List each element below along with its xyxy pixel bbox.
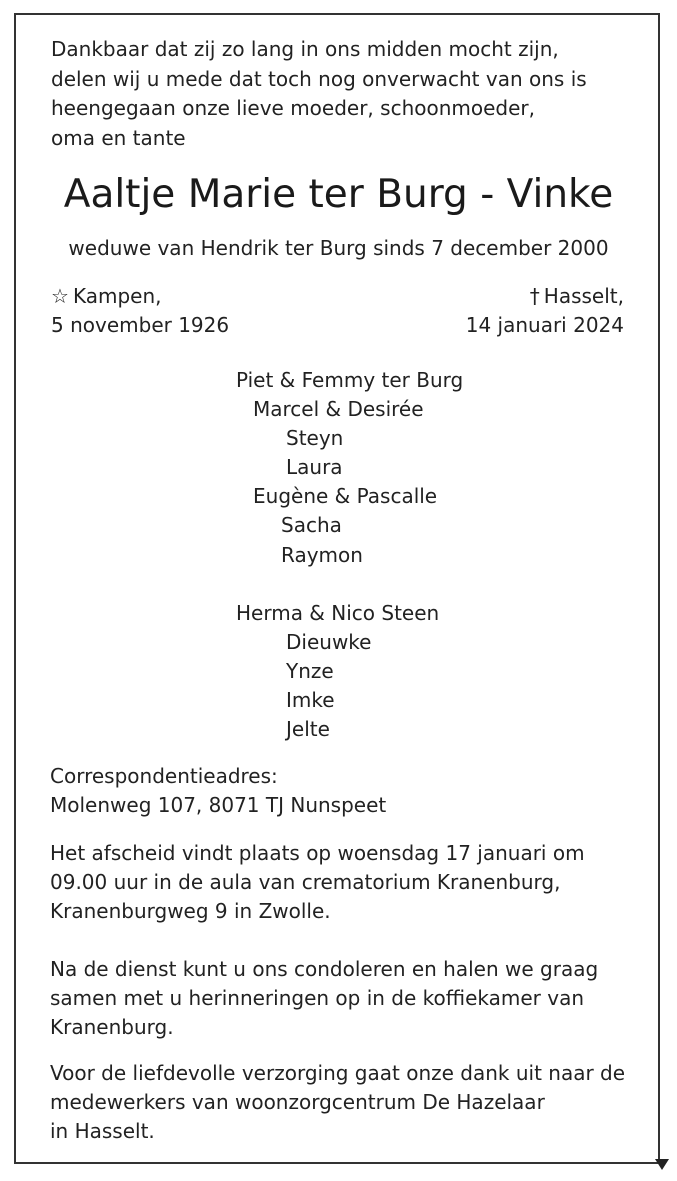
family-grandchild: Sacha [281,513,342,537]
intro-text [51,35,587,153]
birth-place: Kampen, [72,284,162,308]
birth-info [51,282,229,340]
deceased-name: Aaltje Marie ter Burg - Vinke [63,172,614,217]
family-grandchild: Jelte [286,717,330,741]
star-icon: ☆ [51,284,69,308]
birth-date: 5 november 1926 [51,313,230,337]
family-grandchild: Imke [286,688,335,712]
intro-line: delen wij u mede dat toch nog onverwacht van ons is [51,66,587,91]
thanks-line: in Hasselt. [50,1119,155,1143]
farewell-line: Kranenburgweg 9 in Zwolle. [50,899,331,923]
death-info [466,282,624,340]
widow-line: weduwe van Hendrik ter Burg sinds 7 december 2000 [68,236,609,260]
family-couple: Eugène & Pascalle [253,484,438,508]
family-grandchild: Laura [286,455,343,479]
cross-icon: † [529,284,540,308]
intro-line: heengegaan onze lieve moeder, schoonmoeder, [51,96,535,120]
thanks-line: medewerkers van woonzorgcentrum De Hazelaar [50,1090,545,1114]
family-grandchild: Dieuwke [286,630,372,654]
family-group-head: Herma & Nico Steen [236,601,440,625]
thanks-line: Voor de liefdevolle verzorging gaat onze dank uit naar de [50,1061,626,1085]
family-grandchild: Ynze [286,659,334,683]
correspondence-label: Correspondentieadres: [50,764,278,788]
condolence-paragraph [50,955,598,1042]
condolence-line: samen met u herinneringen op in de koffiekamer van [50,986,585,1010]
farewell-line: 09.00 uur in de aula van crematorium Kranenburg, [50,870,561,894]
scroll-down-icon[interactable] [655,1159,669,1170]
correspondence-address: Molenweg 107, 8071 TJ Nunspeet [50,793,387,817]
death-date: 14 januari 2024 [465,313,624,337]
correspondence-block [50,762,386,820]
family-group-head: Piet & Femmy ter Burg [236,368,464,392]
farewell-paragraph [50,839,585,926]
condolence-line: Na de dienst kunt u ons condoleren en halen we graag [50,957,599,981]
condolence-line: Kranenburg. [50,1015,174,1039]
death-place: Hasselt, [543,284,624,308]
thanks-paragraph [50,1059,625,1146]
family-couple: Marcel & Desirée [253,397,424,421]
family-grandchild: Steyn [286,426,344,450]
intro-line: oma en tante [51,125,186,150]
family-grandchild: Raymon [281,543,363,567]
farewell-line: Het afscheid vindt plaats op woensdag 17 januari om [50,841,585,865]
intro-line: Dankbaar dat zij zo lang in ons midden mocht zijn, [51,37,559,61]
